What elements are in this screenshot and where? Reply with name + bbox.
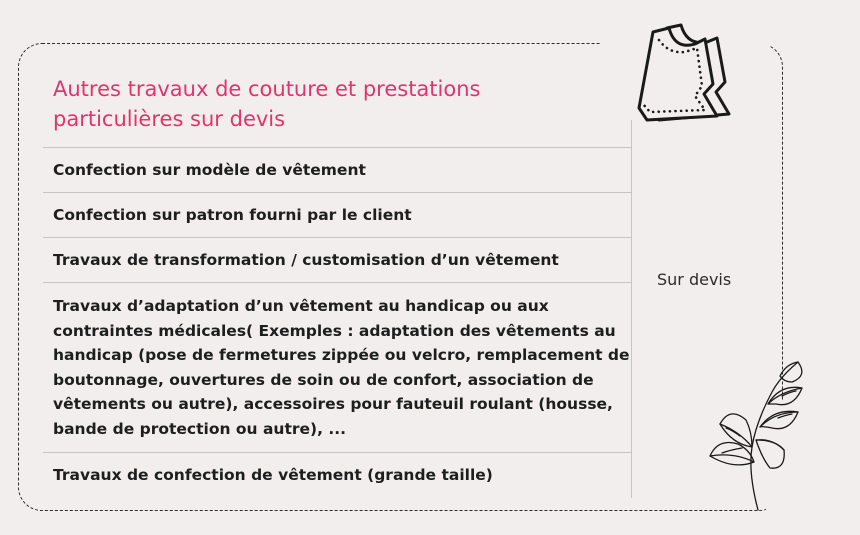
column-divider (631, 120, 632, 498)
leaf-branch-icon (680, 352, 820, 512)
price-label: Sur devis (657, 270, 732, 289)
service-row: Travaux d’adaptation d’un vêtement au handicap ou aux contraintes médicales( Exemples : adaptation des vêtements au handicap (pose de fermetures zippée ou velcro, remplacement de boutonnage, ouvertures de soin ou de confort, association de vêtements ou autre), accessoires pour fauteuil roulant (housse, bande de protection ou autre), ... (43, 282, 632, 452)
section-title: Autres travaux de couture et prestations particulières sur devis (53, 77, 481, 131)
service-row: Travaux de transformation / customisation d’un vêtement (43, 237, 632, 282)
service-row: Travaux de confection de vêtement (grande taille) (43, 452, 632, 496)
service-row: Confection sur modèle de vêtement (43, 147, 632, 192)
service-row: Confection sur patron fourni par le client (43, 192, 632, 237)
service-table (43, 147, 632, 496)
sewing-pattern-icon (625, 12, 750, 122)
